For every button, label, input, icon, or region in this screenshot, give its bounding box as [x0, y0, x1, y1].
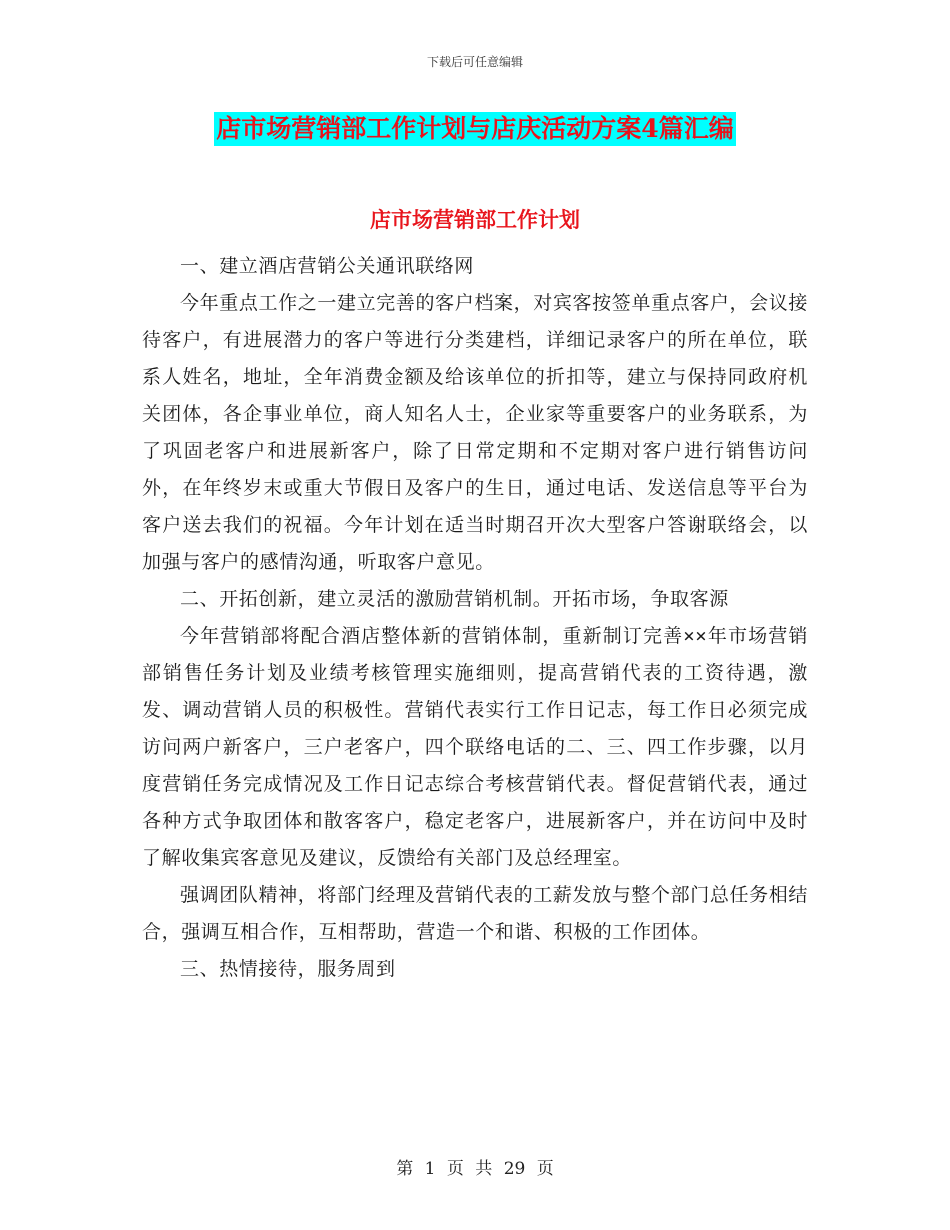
paragraph-heading-2: 二、开拓创新，建立灵活的激励营销机制。开拓市场，争取客源: [180, 588, 729, 610]
main-title: 店市场营销部工作计划与店庆活动方案4篇汇编: [214, 112, 735, 146]
header-note: 下载后可任意编辑: [426, 55, 523, 69]
paragraph-heading-3: 三、热情接待，服务周到: [180, 958, 396, 980]
section-title: 店市场营销部工作计划: [370, 207, 580, 232]
page-footer: 第 1 页 共 29 页: [396, 1159, 554, 1179]
document-body: [142, 248, 808, 988]
paragraph: 强调团队精神，将部门经理及营销代表的工薪发放与整个部门总任务相结合，强调互相合作，互相帮助，营造一个和谐、积极的工作团体。: [142, 884, 808, 943]
main-title-container: [0, 112, 950, 146]
paragraph-heading-1: 一、建立酒店营销公关通讯联络网: [180, 255, 475, 277]
paragraph: 今年营销部将配合酒店整体新的营销体制，重新制订完善××年市场营销部销售任务计划及业绩考核管理实施细则，提高营销代表的工资待遇，激发、调动营销人员的积极性。营销代表实行工作日记志，每工作日必须完成访问两户新客户，三户老客户，四个联络电话的二、三、四工作步骤，以月度营销任务完成情况及工作日记志综合考核营销代表。督促营销代表，通过各种方式争取团体和散客客户，稳定老客户，进展新客户，并在访问中及时了解收集宾客意见及建议，反馈给有关部门及总经理室。: [142, 625, 808, 869]
paragraph: 今年重点工作之一建立完善的客户档案，对宾客按签单重点客户，会议接待客户，有进展潜力的客户等进行分类建档，详细记录客户的所在单位，联系人姓名，地址，全年消费金额及给该单位的折扣等，建立与保持同政府机关团体，各企事业单位，商人知名人士，企业家等重要客户的业务联系，为了巩固老客户和进展新客户，除了日常定期和不定期对客户进行销售访问外，在年终岁末或重大节假日及客户的生日，通过电话、发送信息等平台为客户送去我们的祝福。今年计划在适当时期召开次大型客户答谢联络会，以加强与客户的感情沟通，听取客户意见。: [142, 292, 808, 573]
